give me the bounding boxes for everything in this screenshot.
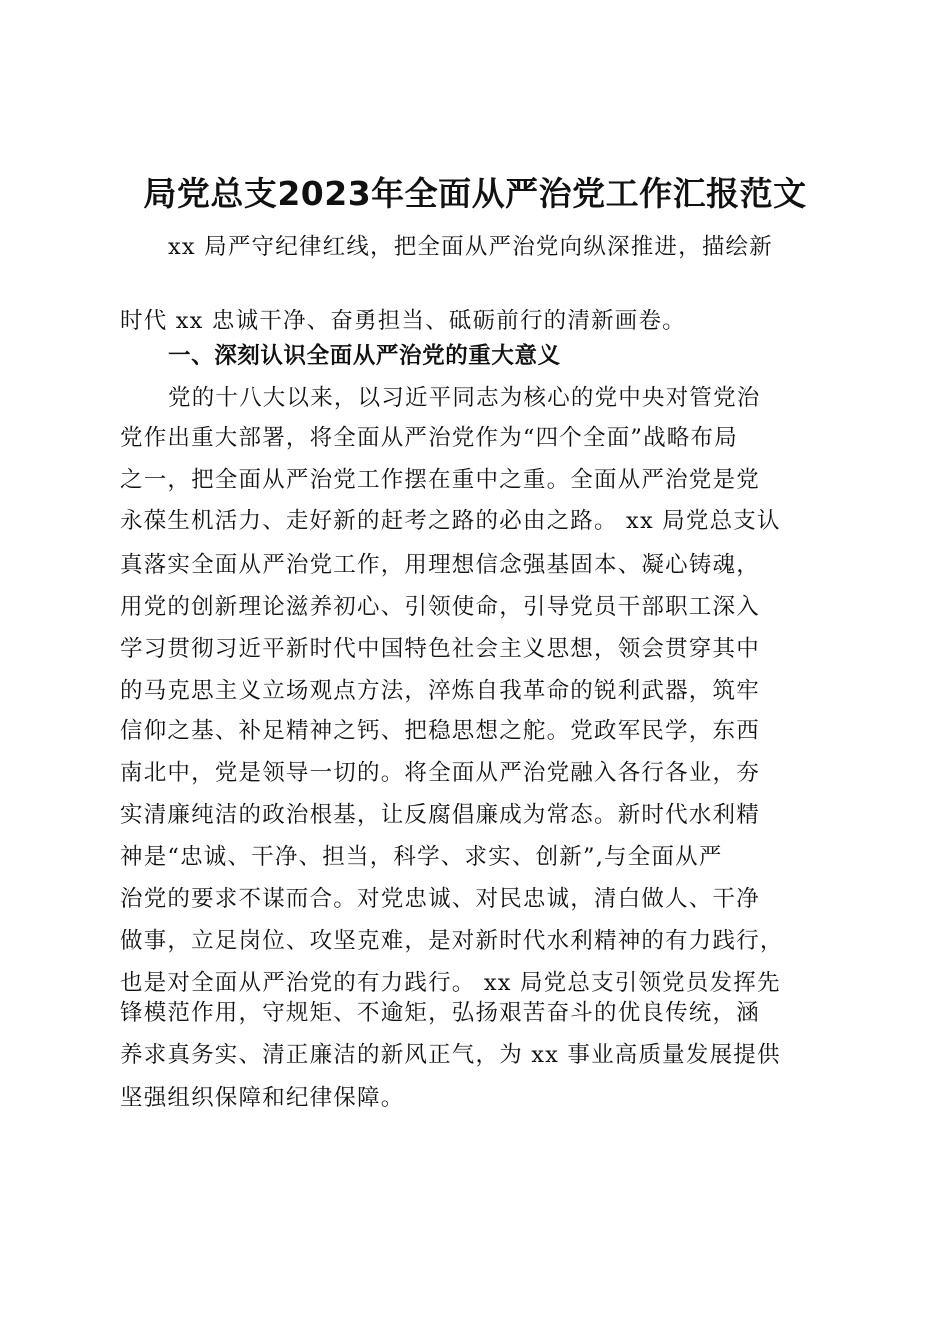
body-line-18: 坚强组织保障和纪律保障。 bbox=[120, 1085, 405, 1111]
body-line-7: 学习贯彻习近平新时代中国特色社会主义思想，领会贯穿其中 bbox=[120, 636, 760, 662]
body-line-1: 党的十八大以来，以习近平同志为核心的党中央对管党治 bbox=[168, 385, 761, 411]
body-line-8: 的马克思主义立场观点方法，淬炼自我革命的锐利武器，筑牢 bbox=[120, 678, 760, 704]
body-line-10: 南北中，党是领导一切的。将全面从严治党融入各行各业，夯 bbox=[120, 760, 760, 786]
body-line-11: 实清廉纯洁的政治根基，让反腐倡廉成为常态。新时代水利精 bbox=[120, 802, 760, 828]
intro-line-2: 时代 xx 忠诚干净、奋勇担当、砥砺前行的清新画卷。 bbox=[120, 308, 686, 334]
body-line-16: 锋模范作用，守规矩、不逾矩，弘扬艰苦奋斗的优良传统，涵 bbox=[120, 1000, 760, 1026]
body-line-5: 真落实全面从严治党工作，用理想信念强基固本、凝心铸魂， bbox=[120, 552, 760, 578]
body-line-3: 之一，把全面从严治党工作摆在重中之重。全面从严治党是党 bbox=[120, 467, 760, 493]
body-line-12: 神是“忠诚、干净、担当，科学、求实、创新”,与全面从严 bbox=[120, 844, 723, 870]
body-line-6: 用党的创新理论滋养初心、引领使命，引导党员干部职工深入 bbox=[120, 594, 760, 620]
intro-line-1: xx 局严守纪律红线，把全面从严治党向纵深推进，描绘新 bbox=[168, 234, 773, 260]
body-line-15: 也是对全面从严治党的有力践行。 xx 局党总支引领党员发挥先 bbox=[120, 970, 781, 996]
document-title: 局党总支2023年全面从严治党工作汇报范文 bbox=[143, 174, 807, 213]
section-heading: 一、深刻认识全面从严治党的重大意义 bbox=[168, 343, 561, 369]
body-line-13: 治党的要求不谋而合。对党忠诚、对民忠诚，清白做人、干净 bbox=[120, 886, 760, 912]
body-line-14: 做事，立足岗位、攻坚克难，是对新时代水利精神的有力践行， bbox=[120, 928, 784, 954]
body-line-17: 养求真务实、清正廉洁的新风正气，为 xx 事业高质量发展提供 bbox=[120, 1042, 781, 1068]
body-line-2: 党作出重大部署，将全面从严治党作为“四个全面”战略布局 bbox=[120, 425, 738, 451]
body-line-4: 永葆生机活力、走好新的赶考之路的必由之路。 xx 局党总支认 bbox=[120, 508, 781, 534]
body-line-9: 信仰之基、补足精神之钙、把稳思想之舵。党政军民学，东西 bbox=[120, 718, 760, 744]
